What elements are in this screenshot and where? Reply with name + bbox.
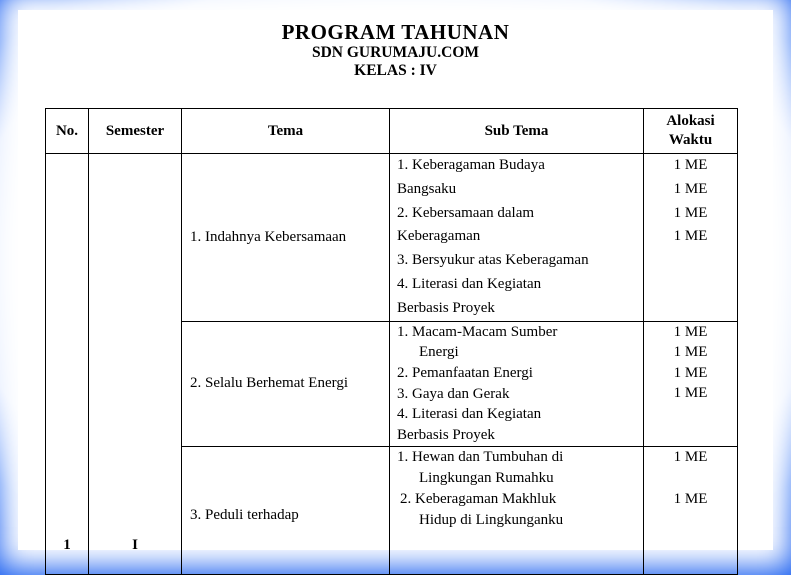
sub-tema-cell-1 [390,154,644,322]
sub-tema-line: Lingkungan Rumahku [419,469,554,486]
column-header-tema: Tema [182,109,390,154]
tema-3: 3. Peduli terhadap [182,446,390,574]
column-header-alokasi [644,109,738,154]
column-header-no: No. [46,109,89,154]
table-header-row [46,109,738,154]
alokasi-header-line-2: Waktu [668,132,713,148]
alokasi-cell-1 [644,154,738,322]
sub-tema-cell-3 [390,446,644,574]
alokasi-value: 1 ME [673,228,708,245]
sub-tema-line: 1. Keberagaman Budaya [397,157,545,173]
sub-tema-line: 2. Kebersamaan dalam [397,204,535,221]
sub-tema-line: 3. Gaya dan Gerak [397,385,510,402]
alokasi-value: 1 ME [673,385,708,402]
alokasi-value: 1 ME [673,157,708,173]
program-table [45,108,738,575]
alokasi-value: 1 ME [673,323,708,340]
sub-tema-line: Energi [419,344,459,361]
alokasi-value: 1 ME [673,180,708,197]
document-page [18,10,773,553]
document-header [18,20,773,80]
alokasi-header-line-1: Alokasi [666,113,715,129]
alokasi-value: 1 ME [673,448,708,465]
sub-tema-line: 4. Literasi dan Kegiatan [397,406,542,423]
sub-tema-line: 2. Keberagaman Makhluk [400,490,557,507]
alokasi-cell-3 [644,446,738,574]
document-title: PROGRAM TAHUNAN [281,20,510,44]
sub-tema-line: 4. Literasi dan Kegiatan [397,275,542,292]
school-name: SDN GURUMAJU.COM [311,44,480,61]
sub-tema-line: 2. Pemanfaatan Energi [397,364,533,381]
class-label: KELAS : IV [354,62,437,79]
table-row [46,154,738,322]
sub-tema-line: 1. Hewan dan Tumbuhan di [397,448,564,465]
alokasi-cell-2 [644,321,738,446]
column-header-semester: Semester [89,109,182,154]
tema-1: 1. Indahnya Kebersamaan [182,154,390,322]
alokasi-value: 1 ME [673,490,708,507]
alokasi-value: 1 ME [673,364,708,381]
sub-tema-line: 3. Bersyukur atas Keberagaman [397,252,589,269]
tema-2: 2. Selalu Berhemat Energi [182,321,390,446]
row-semester: I [89,154,182,575]
sub-tema-line: Berbasis Proyek [397,299,495,316]
alokasi-value: 1 ME [673,204,708,221]
sub-tema-line: Berbasis Proyek [397,427,495,444]
sub-tema-cell-2 [390,321,644,446]
row-number: 1 [46,154,89,575]
alokasi-value: 1 ME [673,344,708,361]
column-header-sub-tema: Sub Tema [390,109,644,154]
sub-tema-line: Bangsaku [397,180,457,197]
sub-tema-line: 1. Macam-Macam Sumber [397,323,558,340]
sub-tema-line: Hidup di Lingkunganku [419,511,564,528]
sub-tema-line: Keberagaman [397,228,481,245]
